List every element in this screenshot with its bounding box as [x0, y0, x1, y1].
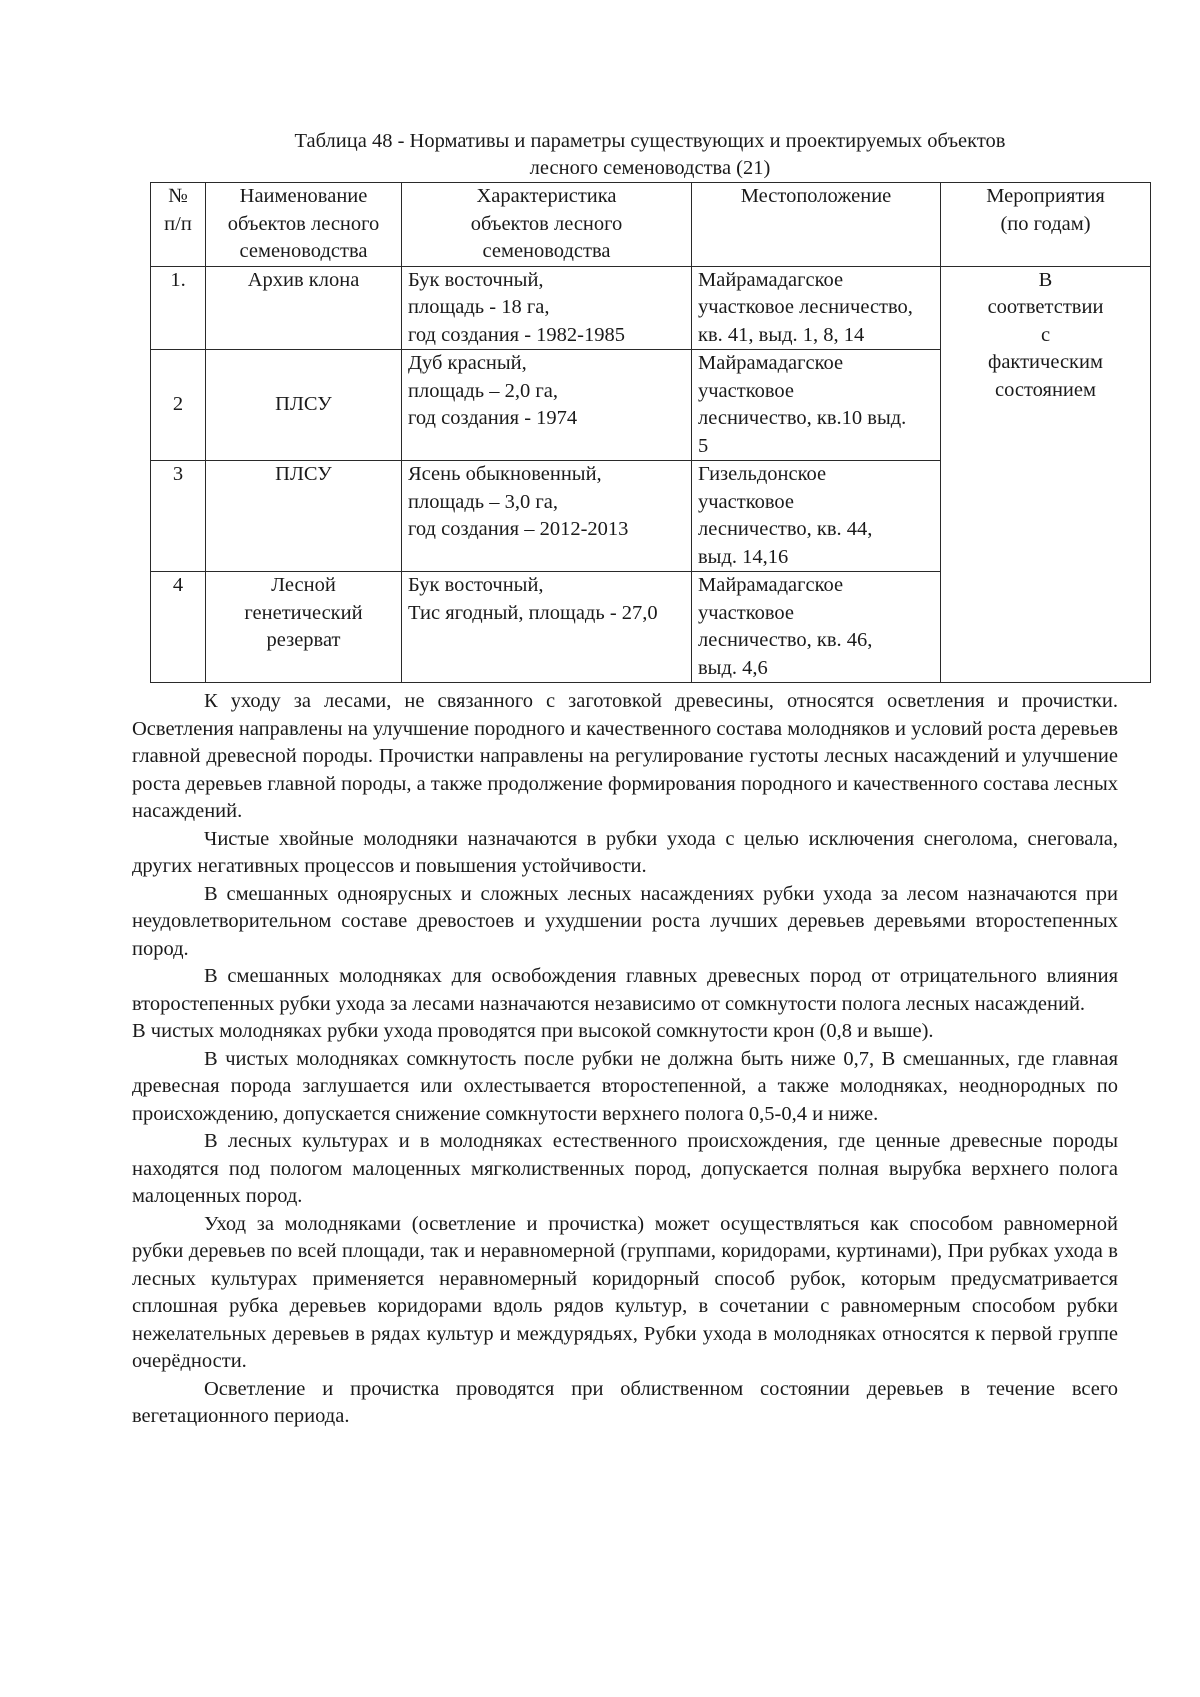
paragraph: Уход за молодняками (осветление и прочистка) может осуществляться как способом равномерной рубки деревьев по всей площади, так и неравномерной (группами, коридорами, куртинами), При рубках ухода в лесных культурах применяется неравномерный коридорный способ рубок, которым предусматривается сплошная рубка деревьев коридорами вдоль рядов культур, в сочетании с равномерным способом рубки нежелательных деревьев в рядах культур и междурядьях, Рубки ухода в молодняках относятся к первой группе очерёдности. [132, 1212, 1118, 1372]
cell-num: 1. [151, 266, 206, 350]
cell-name: ПЛСУ [206, 461, 402, 572]
cell-characteristic: Бук восточный, площадь - 18 га, год создания - 1982-1985 [402, 266, 692, 350]
cell-num: 2 [151, 350, 206, 461]
paragraph: В лесных культурах и в молодняках естественного происхождения, где ценные древесные породы находятся под пологом малоценных мягколиственных пород, допускается полная вырубка верхнего полога малоценных пород. [132, 1130, 1118, 1207]
paragraph: В смешанных одноярусных и сложных лесных насаждениях рубки ухода за лесом назначаются при неудовлетворительном составе древостоев и ухудшении роста лучших деревьев деревьями второстепенных пород. [132, 882, 1118, 960]
cell-location: Майрамадагское участковое лесничество, кв. 46, выд. 4,6 [692, 572, 941, 683]
paragraph: Осветление и прочистка проводятся при облиственном состоянии деревьев в течение всего вегетационного периода. [132, 1377, 1118, 1427]
caption-line-1: Таблица 48 - Нормативы и параметры существующих и проектируемых объектов [294, 130, 1006, 152]
header-characteristic: Характеристика объектов лесного семеноводства [402, 183, 692, 267]
table-row [151, 266, 1151, 350]
cell-num: 3 [151, 461, 206, 572]
cell-characteristic: Ясень обыкновенный, площадь – 3,0 га, год создания – 2012-2013 [402, 461, 692, 572]
caption-line-2: лесного семеноводства (21) [529, 157, 771, 179]
cell-characteristic: Дуб красный, площадь – 2,0 га, год создания - 1974 [402, 350, 692, 461]
paragraph: К уходу за лесами, не связанного с заготовкой древесины, относятся осветления и прочистки. Осветления направлены на улучшение породного и качественного состава молодняков и условий роста деревьев главной древесной породы. Прочистки направлены на регулирование густоты лесных насаждений и улучшение роста деревьев главной породы, а также продолжение формирования породного и качественного состава лесных насаждений. [132, 690, 1118, 822]
table-header-row [151, 183, 1151, 267]
header-name: Наименование объектов лесного семеноводства [206, 183, 402, 267]
cell-location: Майрамадагское участковое лесничество, кв. 41, выд. 1, 8, 14 [692, 266, 941, 350]
paragraph: В чистых молодняках рубки ухода проводятся при высокой сомкнутости крон (0,8 и выше). [132, 1020, 934, 1042]
header-location: Местоположение [692, 183, 941, 267]
cell-location: Гизельдонское участковое лесничество, кв. 44, выд. 14,16 [692, 461, 941, 572]
paragraph: Чистые хвойные молодняки назначаются в рубки ухода с целью исключения снеголома, снеговала, других негативных процессов и повышения устойчивости. [132, 827, 1118, 877]
paragraph: В чистых молодняках сомкнутость после рубки не должна быть ниже 0,7, В смешанных, где главная древесная порода заглушается или охлестывается второстепенной, а также молодняках, неоднородных по происхождению, допускается снижение сомкнутости верхнего полога 0,5-0,4 и ниже. [132, 1047, 1118, 1125]
cell-name: Архив клона [206, 266, 402, 350]
seed-objects-table [150, 182, 1151, 683]
cell-name: ПЛСУ [206, 350, 402, 461]
header-num: № п/п [151, 183, 206, 267]
table-caption [150, 128, 1150, 182]
cell-characteristic: Бук восточный, Тис ягодный, площадь - 27,0 [402, 572, 692, 683]
paragraph: В смешанных молодняках для освобождения главных древесных пород от отрицательного влияния второстепенных рубки ухода за лесами назначаются независимо от сомкнутости полога лесных насаждений. [132, 965, 1118, 1015]
cell-num: 4 [151, 572, 206, 683]
cell-events-merged: В соответствии с фактическим состоянием [941, 266, 1151, 683]
cell-location: Майрамадагское участковое лесничество, кв.10 выд. 5 [692, 350, 941, 461]
body-text [132, 688, 1118, 1431]
header-events: Мероприятия (по годам) [941, 183, 1151, 267]
cell-name: Лесной генетический резерват [206, 572, 402, 683]
